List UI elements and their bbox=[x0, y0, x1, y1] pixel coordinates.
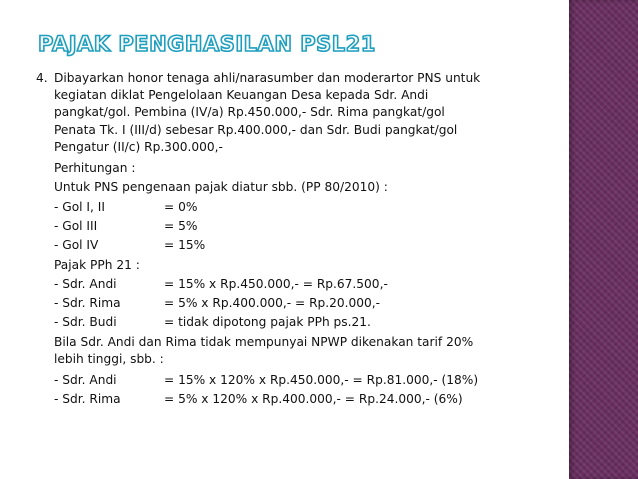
pph-name: - Sdr. Budi bbox=[54, 315, 117, 330]
rate-value: = 15% bbox=[164, 238, 206, 253]
rate-label: - Gol I, II bbox=[54, 199, 105, 214]
pph-value: = tidak dipotong pajak PPh ps.21. bbox=[164, 315, 371, 330]
pph-name: - Sdr. Andi bbox=[54, 276, 117, 291]
pph-heading: Pajak PPh 21 : bbox=[54, 257, 140, 272]
rate-row bbox=[36, 217, 556, 236]
pph-value: = 15% x Rp.450.000,- = Rp.67.500,- bbox=[164, 276, 388, 291]
npwp-note: Bila Sdr. Andi dan Rima tidak mempunyai NPWP dikenakan tarif 20% lebih tinggi, sbb. : bbox=[54, 334, 474, 366]
rate-label: - Gol IV bbox=[54, 238, 99, 253]
pph-row bbox=[36, 275, 556, 294]
rate-label: - Gol III bbox=[54, 218, 98, 233]
calc-heading: Perhitungan : bbox=[54, 161, 136, 176]
rate-value: = 5% bbox=[164, 218, 198, 233]
rate-row bbox=[36, 198, 556, 217]
npwp-row bbox=[36, 390, 556, 409]
side-decoration-band bbox=[569, 0, 638, 479]
item-number: 4. bbox=[36, 71, 48, 85]
npwp-name: - Sdr. Andi bbox=[54, 373, 117, 388]
slide-content bbox=[36, 70, 556, 410]
npwp-name: - Sdr. Rima bbox=[54, 392, 121, 407]
pph-row bbox=[36, 313, 556, 332]
pph-name: - Sdr. Rima bbox=[54, 296, 121, 311]
npwp-value: = 5% x 120% x Rp.400.000,- = Rp.24.000,- (6%) bbox=[164, 392, 463, 407]
item-description: Dibayarkan honor tenaga ahli/narasumber dan moderartor PNS untuk kegiatan diklat Pengelolaan Keuangan Desa kepada Sdr. Andi pangkat/gol. Pembina (IV/a) Rp.450.000,- Sdr. Rima pangkat/gol Penata Tk. I (III/d) sebesar Rp.400.000,- dan Sdr. Budi pangkat/gol Pengatur (II/c) Rp.300.000,- bbox=[54, 71, 481, 154]
npwp-value: = 15% x 120% x Rp.450.000,- = Rp.81.000,- (18%) bbox=[164, 373, 479, 388]
npwp-row bbox=[36, 371, 556, 390]
calc-rule: Untuk PNS pengenaan pajak diatur sbb. (PP 80/2010) : bbox=[54, 180, 388, 195]
pph-row bbox=[36, 294, 556, 313]
item-4 bbox=[36, 70, 556, 156]
slide-title: PAJAK PENGHASILAN PSL21 bbox=[38, 32, 376, 56]
pph-value: = 5% x Rp.400.000,- = Rp.20.000,- bbox=[164, 296, 381, 311]
rate-value: = 0% bbox=[164, 199, 198, 214]
rate-row bbox=[36, 236, 556, 255]
